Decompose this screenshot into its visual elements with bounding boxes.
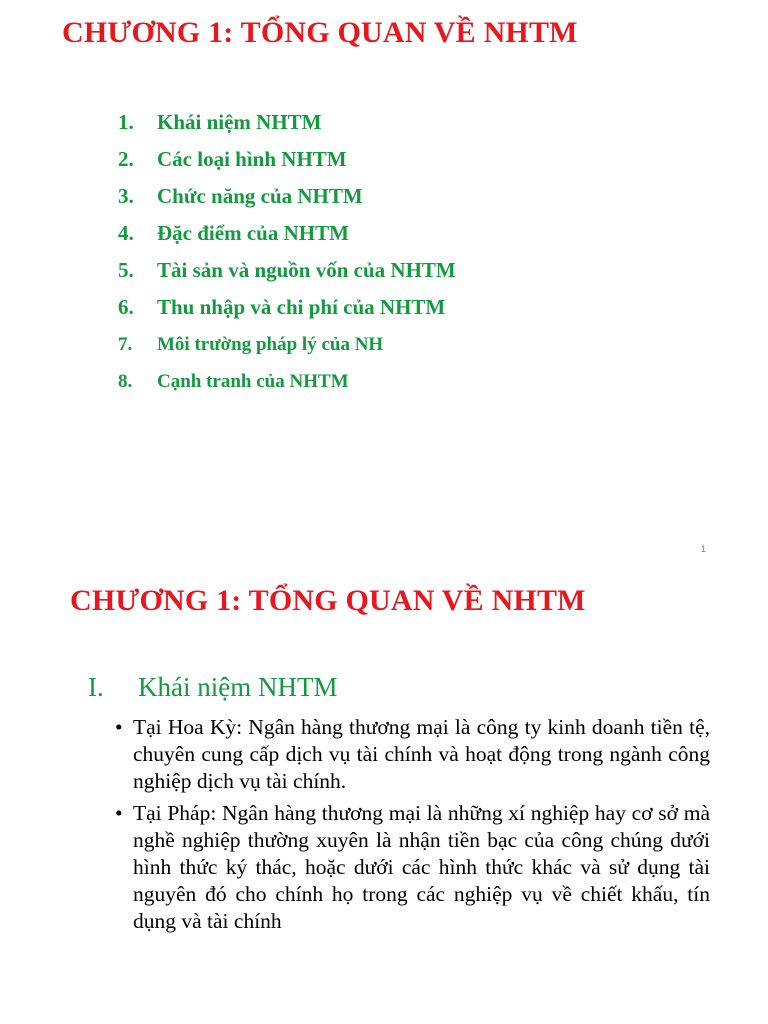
toc-number: 1. (118, 110, 134, 134)
bullet-text: Tại Hoa Kỳ: Ngân hàng thương mại là công ty kinh doanh tiền tệ, chuyên cung cấp dịch vụ tài chính và hoạt động trong ngành công nghiệp dịch vụ tài chính. (133, 715, 710, 793)
toc-item (118, 215, 456, 252)
toc-label: Tài sản và nguồn vốn của NHTM (157, 258, 456, 282)
toc-label: Chức năng của NHTM (157, 184, 363, 208)
slide-title: CHƯƠNG 1: TỔNG QUAN VỀ NHTM (70, 584, 586, 617)
toc-number: 7. (118, 333, 133, 355)
toc-label: Các loại hình NHTM (157, 147, 347, 171)
toc-item (118, 363, 456, 400)
toc-number: 3. (118, 184, 134, 208)
toc-number: 4. (118, 221, 134, 245)
toc-label: Khái niệm NHTM (157, 110, 322, 134)
toc-label: Môi trường pháp lý của NH (157, 333, 384, 355)
bullet-text: Tại Pháp: Ngân hàng thương mại là những xí nghiệp hay cơ sở mà nghề nghiệp thường xuyên là nhận tiền bạc của công chúng dưới hình thức ký thác, hoặc dưới các hình thức khác và sử dụng tài nguyên đó cho chính họ trong các nghiệp vụ về chiết khấu, tín dụng và tài chính (133, 801, 710, 933)
toc-item (118, 178, 456, 215)
section-label: Khái niệm NHTM (138, 672, 338, 702)
definition-list (115, 714, 710, 940)
toc-label: Đặc điểm của NHTM (157, 221, 349, 245)
table-of-contents (118, 104, 456, 400)
bullet-marker: • (115, 715, 123, 739)
page-number: 1 (700, 544, 706, 554)
toc-label: Thu nhập và chi phí của NHTM (157, 295, 446, 319)
section-heading (88, 672, 337, 703)
bullet-marker: • (115, 801, 123, 825)
toc-label: Cạnh tranh của NHTM (157, 370, 349, 392)
toc-number: 5. (118, 258, 134, 282)
toc-number: 8. (118, 370, 133, 392)
slide-title: CHƯƠNG 1: TỔNG QUAN VỀ NHTM (62, 16, 578, 49)
slide-2 (0, 560, 768, 1024)
bullet-item (115, 800, 710, 935)
toc-item (118, 252, 456, 289)
toc-item (118, 289, 456, 326)
toc-item (118, 104, 456, 141)
toc-item (118, 141, 456, 178)
section-number: I. (88, 672, 104, 702)
toc-number: 2. (118, 147, 134, 171)
toc-item (118, 326, 456, 363)
bullet-item (115, 714, 710, 795)
toc-number: 6. (118, 295, 134, 319)
